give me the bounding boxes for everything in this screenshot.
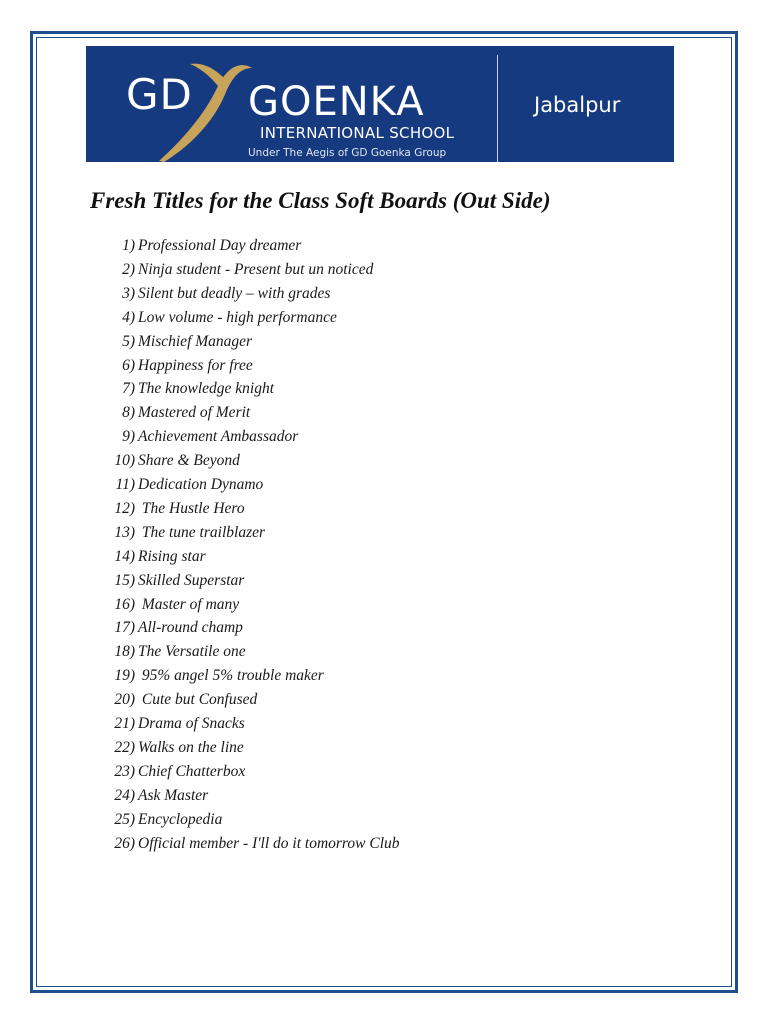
list-item-text: All-round champ: [138, 619, 243, 637]
list-item-number: 25): [114, 810, 135, 828]
list-item-text: The Versatile one: [138, 643, 246, 661]
list-item-text: The Hustle Hero: [138, 499, 245, 517]
list-item: [104, 473, 263, 497]
list-item-text: Mischief Manager: [138, 332, 253, 350]
list-item-text: The tune trailblazer: [138, 523, 266, 541]
list-item-text: Cute but Confused: [138, 691, 258, 709]
list-item-text: Ninja student - Present but un noticed: [138, 260, 374, 278]
list-item-number: 10): [114, 452, 135, 470]
list-item-number: 18): [114, 643, 135, 661]
school-tagline: Under The Aegis of GD Goenka Group: [248, 147, 447, 159]
list-item: [104, 593, 239, 617]
list-item: [104, 664, 324, 688]
list-item: [104, 736, 244, 760]
list-item-number: 20): [114, 691, 135, 709]
list-item-text: Skilled Superstar: [138, 571, 245, 589]
list-item: [104, 497, 245, 521]
list-item-number: 8): [122, 404, 135, 422]
list-item-number: 1): [122, 237, 135, 254]
list-item: [104, 545, 206, 569]
list-item-number: 21): [114, 715, 135, 732]
list-item-number: 6): [122, 356, 135, 374]
list-item-text: 95% angel 5% trouble maker: [138, 667, 324, 685]
list-item: [104, 401, 250, 425]
list-item-number: 4): [122, 308, 135, 326]
list-item-text: The knowledge knight: [138, 380, 275, 398]
list-item-text: Happiness for free: [138, 356, 253, 374]
list-item: [104, 808, 222, 832]
list-item: [104, 784, 208, 808]
list-item-number: 2): [122, 260, 135, 278]
list-item-text: Walks on the line: [138, 738, 244, 756]
list-item: [104, 258, 373, 282]
list-item-number: 14): [114, 547, 135, 565]
list-item: [104, 521, 265, 545]
list-item-text: Master of many: [138, 595, 240, 613]
banner-divider: [497, 55, 498, 162]
list-item: [104, 425, 298, 449]
list-item: [104, 330, 252, 354]
school-header-banner: [86, 46, 674, 162]
logo-text-gd: GD: [126, 70, 193, 119]
list-item-text: Share & Beyond: [138, 452, 240, 470]
list-item-text: Encyclopedia: [138, 810, 223, 828]
list-item: [104, 354, 253, 378]
list-item-text: Rising star: [138, 547, 206, 565]
list-item-text: Achievement Ambassador: [138, 428, 299, 446]
list-item-number: 26): [114, 834, 135, 852]
list-item-number: 9): [122, 428, 135, 446]
list-item: [104, 306, 337, 330]
document-title: Fresh Titles for the Class Soft Boards (Out Side): [90, 188, 551, 213]
list-item: [104, 688, 257, 712]
list-item-number: 3): [122, 284, 135, 302]
list-item-number: 13): [114, 523, 135, 541]
list-item: [104, 616, 243, 640]
list-item-number: 7): [122, 380, 135, 398]
list-item-number: 19): [114, 667, 135, 685]
list-item: [104, 640, 246, 664]
list-item: [104, 832, 400, 856]
list-item-number: 15): [114, 571, 135, 589]
school-subtitle: INTERNATIONAL SCHOOL: [260, 124, 455, 142]
list-item-number: 11): [115, 476, 135, 493]
list-item-number: 23): [114, 762, 135, 780]
list-item-text: Ask Master: [138, 786, 209, 804]
list-item-number: 12): [114, 499, 135, 517]
list-item: [104, 377, 274, 401]
list-item-number: 24): [114, 786, 135, 804]
list-item-text: Official member - I'll do it tomorrow Club: [138, 834, 400, 852]
list-item-text: Professional Day dreamer: [138, 237, 302, 254]
campus-city: Jabalpur: [534, 93, 621, 117]
list-item-number: 17): [114, 619, 135, 637]
list-item: [104, 712, 245, 736]
list-item: [104, 234, 301, 258]
list-item-text: Silent but deadly – with grades: [138, 284, 331, 302]
list-item-number: 22): [114, 738, 135, 756]
list-item-text: Drama of Snacks: [138, 715, 245, 732]
logo-text-goenka: GOENKA: [248, 79, 425, 125]
list-item-number: 16): [114, 595, 135, 613]
list-item: [104, 282, 330, 306]
list-item-text: Chief Chatterbox: [138, 762, 246, 780]
list-item: [104, 760, 245, 784]
list-item: [104, 569, 244, 593]
list-item-text: Low volume - high performance: [138, 308, 337, 326]
list-item-text: Dedication Dynamo: [138, 476, 264, 493]
list-item-text: Mastered of Merit: [138, 404, 251, 422]
list-item-number: 5): [122, 332, 135, 350]
list-item: [104, 449, 240, 473]
